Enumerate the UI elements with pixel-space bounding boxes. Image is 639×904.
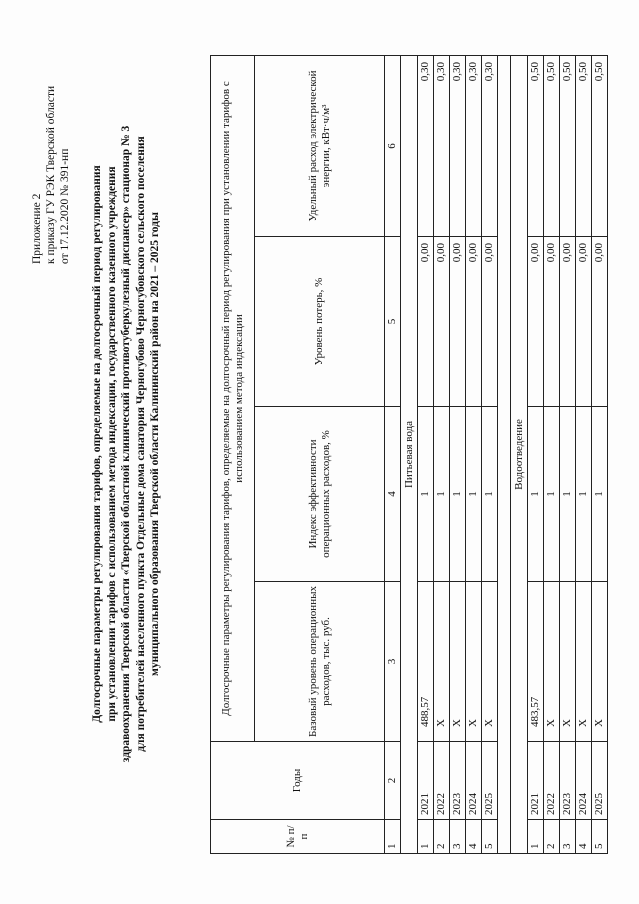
title-line: Долгосрочные параметры регулирования тарифов, определяемые на долгосрочный период регулирования xyxy=(91,165,103,723)
section-row xyxy=(511,55,528,853)
year-cell: 2023 xyxy=(560,742,576,820)
loss-cell: 0,00 xyxy=(482,237,498,407)
loss-cell: 0,00 xyxy=(450,237,466,407)
loss-cell: 0,00 xyxy=(576,237,592,407)
row-number: 5 xyxy=(482,820,498,854)
base-cell: Х xyxy=(544,582,560,742)
energy-cell: 0,30 xyxy=(482,55,498,236)
row-number: 2 xyxy=(544,820,560,854)
row-number: 2 xyxy=(434,820,450,854)
index-cell: 1 xyxy=(544,407,560,582)
base-cell: Х xyxy=(576,582,592,742)
energy-cell: 0,30 xyxy=(450,55,466,236)
tariff-table xyxy=(210,55,608,854)
table-row xyxy=(592,55,608,853)
energy-cell: 0,50 xyxy=(576,55,592,236)
index-cell: 1 xyxy=(592,407,608,582)
index-cell: 1 xyxy=(482,407,498,582)
table-row xyxy=(418,55,434,853)
document-title xyxy=(90,104,163,784)
energy-cell: 0,30 xyxy=(418,55,434,236)
index-cell: 1 xyxy=(434,407,450,582)
year-cell: 2022 xyxy=(544,742,560,820)
row-number: 3 xyxy=(450,820,466,854)
title-line: для потребителей населенного пункта Отдельные дома санатория Черногубово Черногубовского сельского поселения xyxy=(134,136,147,752)
year-cell: 2024 xyxy=(466,742,482,820)
section-row xyxy=(401,55,418,853)
header-years: Годы xyxy=(211,742,385,820)
energy-cell: 0,50 xyxy=(528,55,544,236)
column-number: 4 xyxy=(385,407,401,582)
row-number: 1 xyxy=(418,820,434,854)
row-number: 4 xyxy=(576,820,592,854)
header-index: Индекс эффективности операционных расходов, % xyxy=(255,407,385,582)
appendix-line: от 17.12.2020 № 391-нп xyxy=(59,148,71,264)
appendix-line: к приказу ГУ РЭК Тверской области xyxy=(45,85,57,264)
column-number: 2 xyxy=(385,742,401,820)
section-title: Питьевая вода xyxy=(401,55,418,853)
header-base: Базовый уровень операционных расходов, тыс. руб. xyxy=(255,582,385,742)
row-number: 1 xyxy=(528,820,544,854)
column-number: 3 xyxy=(385,582,401,742)
row-number: 3 xyxy=(560,820,576,854)
column-number: 6 xyxy=(385,55,401,236)
table-row xyxy=(560,55,576,853)
index-cell: 1 xyxy=(528,407,544,582)
year-cell: 2022 xyxy=(434,742,450,820)
column-number-row xyxy=(385,55,401,853)
column-number: 1 xyxy=(385,820,401,854)
loss-cell: 0,00 xyxy=(528,237,544,407)
header-num: № п/п xyxy=(211,820,385,854)
index-cell: 1 xyxy=(418,407,434,582)
loss-cell: 0,00 xyxy=(544,237,560,407)
header-group: Долгосрочные параметры регулирования тарифов, определяемые на долгосрочный период регулирования при установлении тарифов с использованием метода индексации xyxy=(211,55,255,741)
base-cell: Х xyxy=(592,582,608,742)
header-row xyxy=(211,55,255,853)
year-cell: 2024 xyxy=(576,742,592,820)
table-row xyxy=(450,55,466,853)
appendix-line: Приложение 2 xyxy=(31,193,43,264)
loss-cell: 0,00 xyxy=(434,237,450,407)
energy-cell: 0,50 xyxy=(544,55,560,236)
index-cell: 1 xyxy=(560,407,576,582)
table-row xyxy=(528,55,544,853)
loss-cell: 0,00 xyxy=(418,237,434,407)
base-cell: Х xyxy=(560,582,576,742)
year-cell: 2025 xyxy=(482,742,498,820)
index-cell: 1 xyxy=(450,407,466,582)
title-line: здравоохранения Тверской области «Тверской областной клинический противотуберкулезный диспансер» стационар № 3 xyxy=(120,125,132,763)
energy-cell: 0,30 xyxy=(466,55,482,236)
header-energy: Удельный расход электрической энергии, кВт·ч/м³ xyxy=(255,55,385,236)
row-number: 4 xyxy=(466,820,482,854)
year-cell: 2023 xyxy=(450,742,466,820)
index-cell: 1 xyxy=(466,407,482,582)
row-number: 5 xyxy=(592,820,608,854)
loss-cell: 0,00 xyxy=(592,237,608,407)
table-row xyxy=(482,55,498,853)
loss-cell: 0,00 xyxy=(560,237,576,407)
section-gap xyxy=(498,55,511,853)
index-cell: 1 xyxy=(576,407,592,582)
table-row xyxy=(544,55,560,853)
energy-cell: 0,30 xyxy=(434,55,450,236)
section-title: Водоотведение xyxy=(511,55,528,853)
appendix-note xyxy=(30,34,72,264)
energy-cell: 0,50 xyxy=(592,55,608,236)
energy-cell: 0,50 xyxy=(560,55,576,236)
table-row xyxy=(434,55,450,853)
table-row xyxy=(466,55,482,853)
base-cell: 488,57 xyxy=(418,582,434,742)
header-row xyxy=(255,55,385,853)
table-row xyxy=(576,55,592,853)
year-cell: 2021 xyxy=(528,742,544,820)
base-cell: Х xyxy=(466,582,482,742)
column-number: 5 xyxy=(385,237,401,407)
loss-cell: 0,00 xyxy=(466,237,482,407)
title-line: муниципального образования Тверской области Калининский район на 2021 – 2025 годы xyxy=(149,212,161,676)
base-cell: Х xyxy=(482,582,498,742)
base-cell: 483,57 xyxy=(528,582,544,742)
base-cell: Х xyxy=(450,582,466,742)
title-line: при установлении тарифов с использованием метода индексации, государственного казенного учреждения xyxy=(105,166,118,722)
base-cell: Х xyxy=(434,582,450,742)
year-cell: 2021 xyxy=(418,742,434,820)
year-cell: 2025 xyxy=(592,742,608,820)
header-loss: Уровень потерь, % xyxy=(255,237,385,407)
